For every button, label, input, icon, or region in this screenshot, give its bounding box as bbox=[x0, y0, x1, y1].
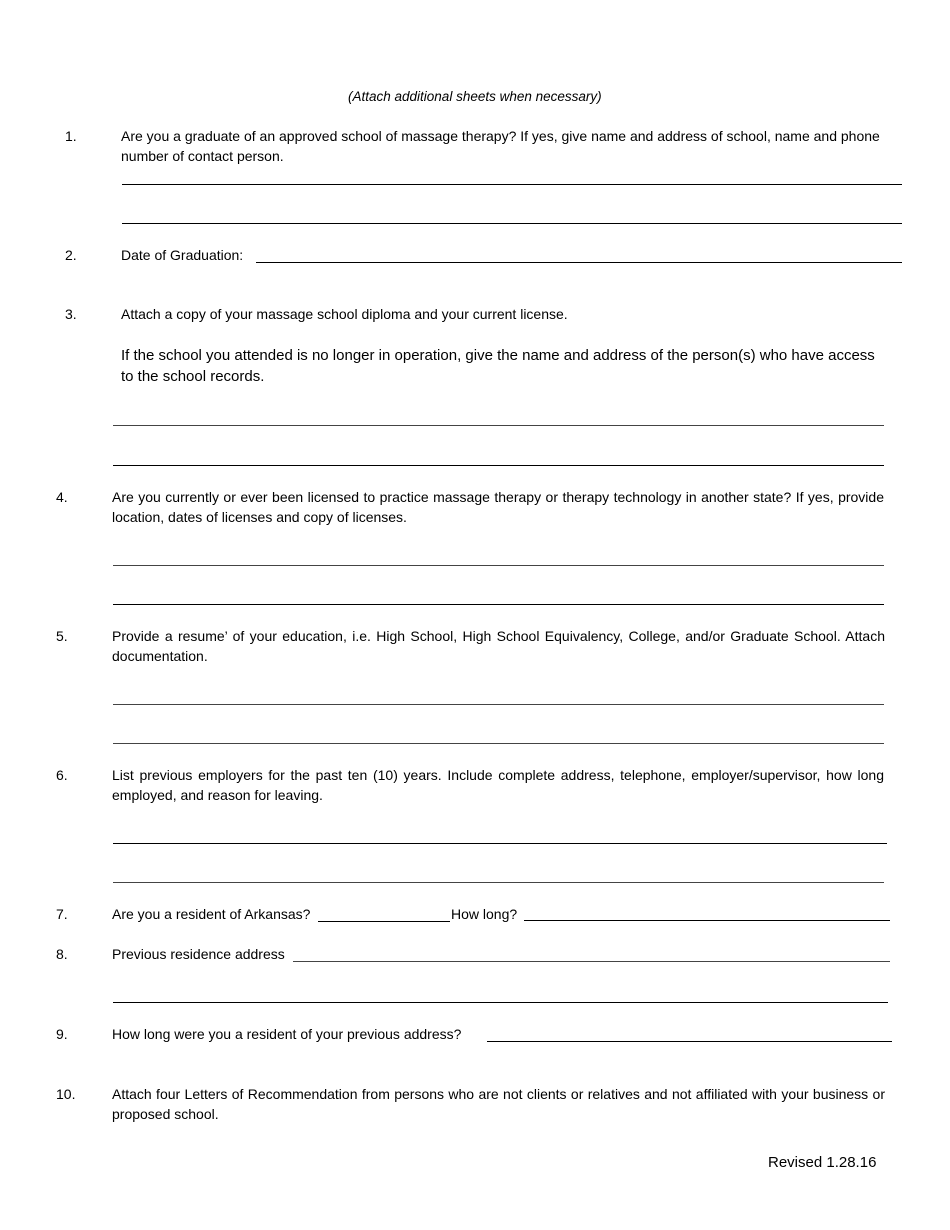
q4-answer-line-1[interactable] bbox=[113, 565, 884, 566]
q2-number: 2. bbox=[65, 247, 77, 263]
q1-answer-line-1[interactable] bbox=[122, 184, 902, 185]
how-long-line[interactable] bbox=[524, 920, 890, 921]
q6-answer-line-2[interactable] bbox=[113, 882, 884, 883]
q7-how-long-label: How long? bbox=[451, 906, 518, 922]
q9-number: 9. bbox=[56, 1026, 68, 1042]
q2-text: Date of Graduation: bbox=[121, 247, 244, 263]
q3-text: Attach a copy of your massage school diploma and your current license. bbox=[121, 306, 568, 322]
q3-answer-line-1[interactable] bbox=[113, 425, 884, 426]
q8-number: 8. bbox=[56, 946, 68, 962]
q3-number: 3. bbox=[65, 306, 77, 322]
q8-text: Previous residence address bbox=[112, 946, 285, 962]
q5-number: 5. bbox=[56, 628, 68, 644]
q6-number: 6. bbox=[56, 767, 68, 783]
previous-residence-duration-line[interactable] bbox=[487, 1041, 892, 1042]
q6-text: List previous employers for the past ten (10) years. Include complete address, telephone, employer/supervisor, how long employed, and reason for leaving. bbox=[112, 767, 884, 803]
previous-address-line-1[interactable] bbox=[293, 961, 890, 962]
previous-address-line-2[interactable] bbox=[113, 1002, 888, 1003]
q4-text: Are you currently or ever been licensed to practice massage therapy or therapy technology in another state? If yes, provide location, dates of licenses and copy of licenses. bbox=[112, 489, 884, 525]
q3-answer-line-2[interactable] bbox=[113, 465, 884, 466]
q3-subtext: If the school you attended is no longer in operation, give the name and address of the person(s) who have access to the school records. bbox=[121, 347, 875, 385]
q5-answer-line-2[interactable] bbox=[113, 743, 884, 744]
revision-date: Revised 1.28.16 bbox=[768, 1154, 877, 1171]
q9-text: How long were you a resident of your previous address? bbox=[112, 1026, 462, 1042]
q1-number: 1. bbox=[65, 128, 77, 144]
q10-text: Attach four Letters of Recommendation from persons who are not clients or relatives and not affiliated with your business or proposed school. bbox=[112, 1086, 885, 1122]
arkansas-resident-line[interactable] bbox=[318, 921, 450, 922]
attach-note: (Attach additional sheets when necessary) bbox=[348, 89, 602, 104]
q7-text: Are you a resident of Arkansas? bbox=[112, 906, 311, 922]
graduation-date-line[interactable] bbox=[256, 262, 902, 263]
q1-text: Are you a graduate of an approved school of massage therapy? If yes, give name and address of school, name and phone number of contact person. bbox=[121, 128, 880, 164]
q4-answer-line-2[interactable] bbox=[113, 604, 884, 605]
q4-number: 4. bbox=[56, 489, 68, 505]
q10-number: 10. bbox=[56, 1086, 76, 1102]
q1-answer-line-2[interactable] bbox=[122, 223, 902, 224]
q5-text: Provide a resume’ of your education, i.e. High School, High School Equivalency, College, and/or Graduate School. Attach documentation. bbox=[112, 628, 885, 664]
q5-answer-line-1[interactable] bbox=[113, 704, 884, 705]
q6-answer-line-1[interactable] bbox=[113, 843, 887, 844]
q7-number: 7. bbox=[56, 906, 68, 922]
